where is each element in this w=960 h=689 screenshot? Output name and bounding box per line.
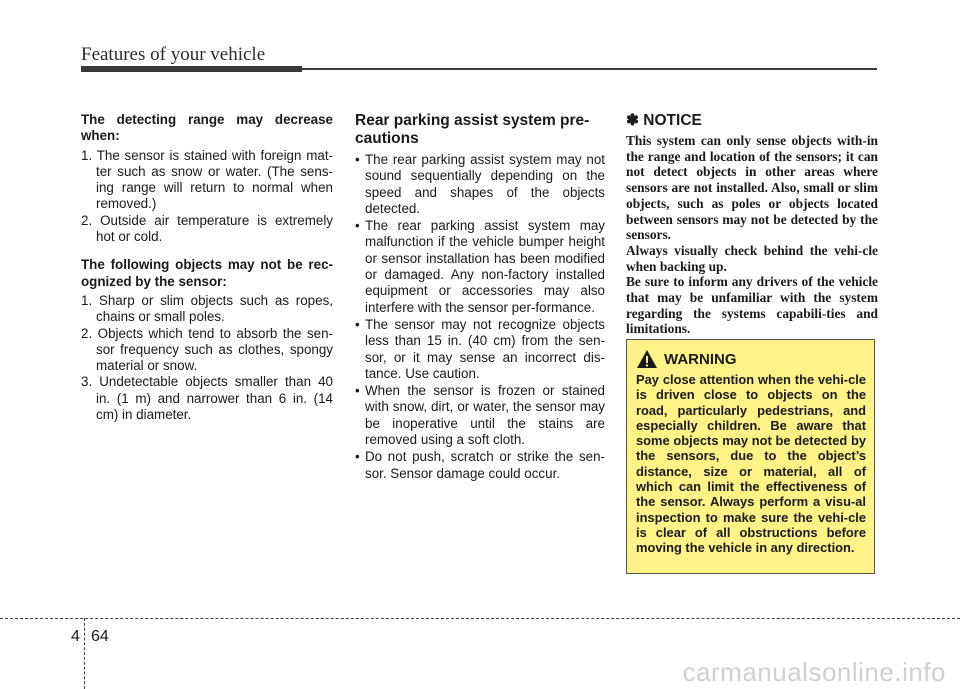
list-item: 3. Undetectable objects smaller than 40 in. (1 m) and narrower than 6 in. (14 cm) in diameter. <box>81 374 333 423</box>
notice-paragraph: This system can only sense objects with-in the range and location of the sensors; it can not detect objects in other areas where sensors are not installed. Also, small or slim objects, such as poles or objects located between sensors may not be detected by the sensors. <box>626 133 878 243</box>
warning-title: WARNING <box>664 350 737 368</box>
warning-header <box>636 349 866 369</box>
range-heading: The detecting range may decrease when: <box>81 112 333 144</box>
chapter-number: 4 <box>71 628 80 645</box>
warning-body: Pay close attention when the vehi-cle is driven close to objects on the road, particularly pedestrians, and especially children. Be aware that some objects may not be detected by the sensors, due to the object’s distance, size or material, all of which can limit the effectiveness of the sensor. Always perform a visu-al inspection to make sure the vehi-cle is clear of all obstructions before moving the vehicle in any direction. <box>636 372 866 556</box>
column-middle <box>355 112 605 483</box>
column-left <box>81 112 333 435</box>
objects-list <box>81 293 333 423</box>
list-item: • When the sensor is frozen or stained with snow, dirt, or water, the sensor may be inoperative until the stains are removed using a soft cloth. <box>355 383 605 448</box>
header-rule-thick <box>81 66 302 72</box>
warning-triangle-icon <box>636 349 658 369</box>
header-rule-thin <box>302 68 877 70</box>
footer-divider <box>84 618 85 689</box>
list-item: • The rear parking assist system may malfunction if the vehicle bumper height or sensor installation has been modified or damaged. Any non-factory installed equipment or accessories may also interfere with the sensor per-formance. <box>355 218 605 316</box>
list-item: • The rear parking assist system may not sound sequentially depending on the speed and shapes of the objects detected. <box>355 152 605 217</box>
page-number: 64 <box>91 628 109 645</box>
list-item: 2. Objects which tend to absorb the sen-sor frequency such as clothes, spongy material or snow. <box>81 325 333 374</box>
column-right <box>626 112 878 337</box>
footer-rule <box>0 618 960 619</box>
precautions-list <box>355 152 605 482</box>
list-item: • Do not push, scratch or strike the sen-sor. Sensor damage could occur. <box>355 449 605 482</box>
objects-heading: The following objects may not be rec-ognized by the sensor: <box>81 257 333 289</box>
notice-body <box>626 133 878 337</box>
notice-paragraph: Always visually check behind the vehi-cle when backing up. <box>626 242 878 274</box>
notice-title: ✽ NOTICE <box>626 112 702 129</box>
range-list <box>81 148 333 246</box>
watermark: carmanualsonline.info <box>682 657 946 687</box>
list-item: 1. The sensor is stained with foreign mat-ter such as snow or water. (The sens-ing range will return to normal when removed.) <box>81 147 333 212</box>
page-header-title: Features of your vehicle <box>81 44 266 65</box>
notice-paragraph: Be sure to inform any drivers of the vehicle that may be unfamiliar with the system regarding the systems capabili-ties and limitations. <box>626 274 878 337</box>
list-item: 2. Outside air temperature is extremely hot or cold. <box>81 212 333 245</box>
section-title: Rear parking assist system pre-cautions <box>355 112 590 147</box>
list-item: • The sensor may not recognize objects less than 15 in. (40 cm) from the sen-sor, or it may sense an incorrect dis-tance. Use caution. <box>355 317 605 382</box>
warning-box <box>626 339 875 574</box>
list-item: 1. Sharp or slim objects such as ropes, chains or small poles. <box>81 292 333 325</box>
